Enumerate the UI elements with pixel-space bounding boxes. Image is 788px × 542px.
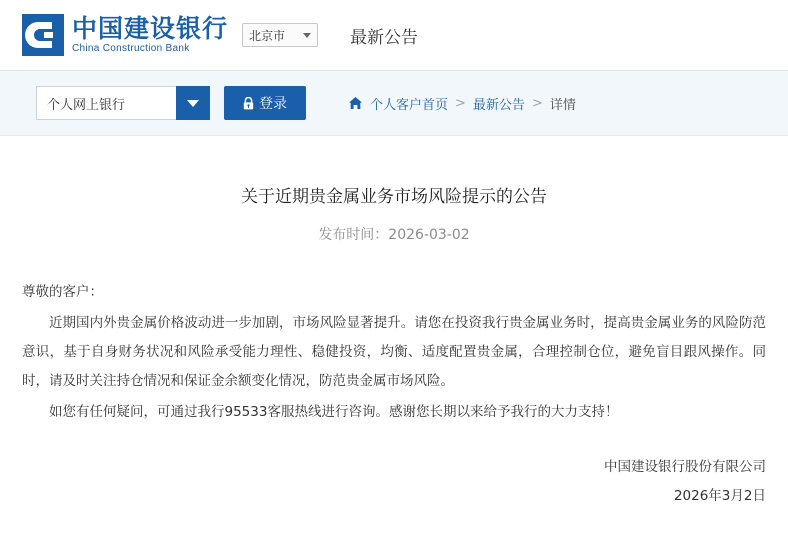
announcement-paragraph-1: 近期国内外贵金属价格波动进一步加剧，市场风险显著提升。请您在投资我行贵金属业务时，提高贵金属业务的风险防范意识，基于自身财务状况和风险承受能力理性、稳健投资，均衡、适度配置贵金属，合理控制仓位，避免盲目跟风操作。同时，请及时关注持仓情况和保证金余额变化情况，防范贵金属市场风险。 (22, 315, 766, 389)
bank-logo-text (72, 16, 228, 54)
breadcrumb-link-home[interactable]: 个人客户首页 (370, 97, 449, 113)
breadcrumb-separator: > (531, 95, 543, 111)
chevron-down-icon (303, 33, 311, 38)
announcement-salutation: 尊敬的客户： (22, 284, 103, 300)
home-icon (348, 96, 363, 110)
bank-name-en: China Construction Bank (72, 43, 190, 54)
breadcrumb (348, 94, 576, 113)
city-selector[interactable] (242, 23, 318, 47)
city-selector-value: 北京市 (249, 28, 286, 43)
site-header (0, 0, 788, 70)
bank-name-cn: 中国建设银行 (72, 14, 229, 43)
signature-date: 2026年3月2日 (673, 488, 766, 504)
announcement-body (22, 278, 766, 427)
announcement-article (0, 182, 788, 511)
login-group (36, 86, 306, 120)
announcement-title: 关于近期贵金属业务市场风险提示的公告 (241, 187, 547, 207)
announcement-signature (22, 453, 766, 511)
banking-type-select[interactable] (36, 86, 176, 120)
banking-type-dropdown-toggle[interactable] (176, 86, 210, 120)
announcement-publish-date: 发布时间：2026-03-02 (318, 227, 470, 243)
page-title: 最新公告 (350, 27, 419, 48)
login-bar (0, 71, 788, 136)
banking-type-value: 个人网上银行 (47, 96, 126, 112)
login-button[interactable] (224, 86, 306, 120)
breadcrumb-separator: > (455, 95, 466, 111)
breadcrumb-current: 详情 (549, 97, 576, 113)
bank-logo[interactable] (22, 14, 228, 56)
breadcrumb-link-section[interactable]: 最新公告 (472, 97, 525, 113)
announcement-paragraph-2: 如您有任何疑问，可通过我行95533客服热线进行咨询。感谢您长期以来给予我行的大力支持！ (49, 404, 619, 420)
lock-icon (243, 97, 254, 110)
signature-company: 中国建设银行股份有限公司 (604, 459, 766, 475)
chevron-down-icon (187, 100, 199, 107)
ccb-logo-icon (22, 14, 64, 56)
login-button-label: 登录 (259, 96, 287, 112)
